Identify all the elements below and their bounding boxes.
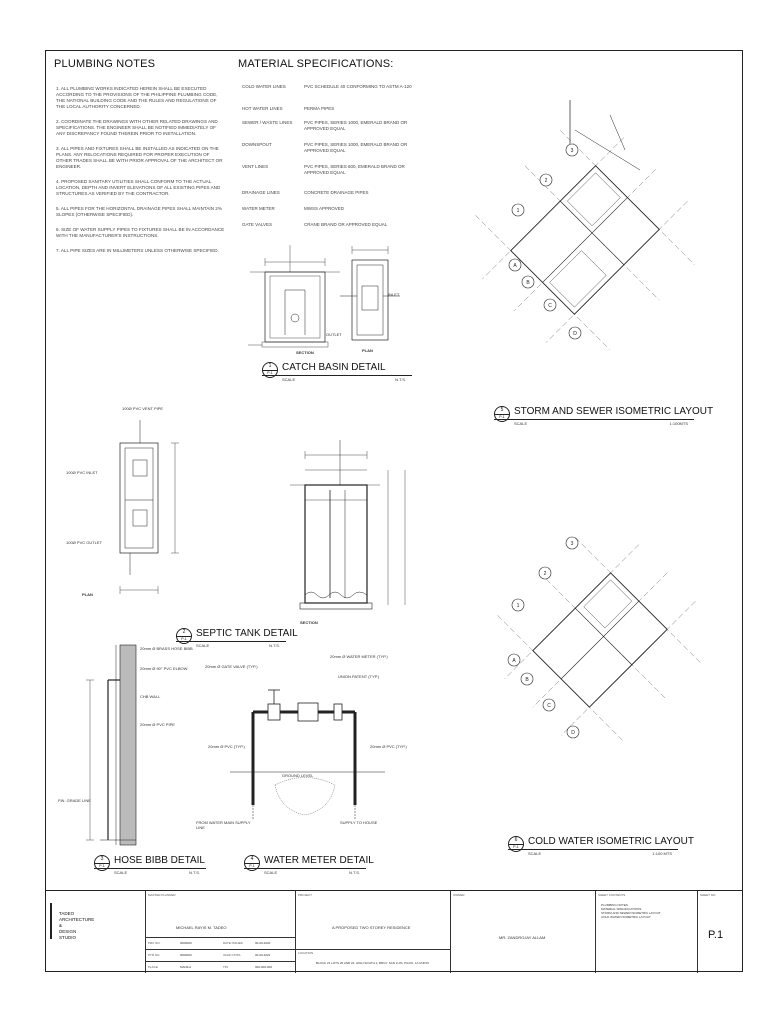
detail-scale-value: N.T.S.	[395, 377, 406, 382]
svg-text:B: B	[526, 280, 530, 286]
svg-text:2: 2	[543, 571, 547, 577]
detail-title-d3	[94, 855, 206, 877]
detail-scale-label: SCALE	[264, 870, 278, 875]
owner-cell	[450, 891, 595, 973]
septic-inlet-label: 100Ø PVC INLET	[66, 470, 98, 475]
svg-text:A: A	[513, 263, 517, 269]
material-specs-heading: MATERIAL SPECIFICATIONS:	[238, 58, 394, 70]
catch-basin-inlet-label: INLET	[388, 292, 400, 297]
storm-sewer-isometric-drawing	[447, 102, 723, 378]
architect-name: MICHAEL RAYIS M. TADEO	[176, 925, 227, 930]
firm-name-line: STUDIO	[59, 935, 77, 940]
sheet-contents-list	[601, 903, 661, 919]
detail-scale-value: N.T.S.	[269, 643, 280, 648]
firm-name-line: &	[59, 923, 63, 928]
license-cell	[146, 937, 221, 949]
detail-sheet-ref: P-1	[267, 371, 273, 375]
detail-title-d1	[262, 362, 412, 384]
detail-sheet-ref: P-1	[99, 864, 105, 868]
spec-key: DOWNSPOUT	[242, 142, 272, 147]
detail-scale-label: SCALE	[528, 851, 542, 856]
detail-title-text: COLD WATER ISOMETRIC LAYOUT	[528, 836, 694, 847]
pvc-left-label: 20mm Ø PVC (TYP.)	[208, 744, 245, 749]
license-label: TIN	[223, 965, 228, 969]
spec-value: PVC PIPES, SERIES 1000, EMERALD BRAND OR APPROVED EQUAL	[304, 120, 408, 131]
spec-key: GATE VALVES	[242, 222, 273, 227]
detail-number: 2	[182, 629, 186, 635]
detail-title-d5	[494, 406, 714, 428]
cold-water-isometric-drawing	[469, 509, 731, 771]
septic-section-label: SECTION	[300, 620, 318, 625]
septic-tank-plan	[120, 420, 179, 594]
license-value: 000-000-000	[255, 965, 273, 969]
title-block	[45, 890, 743, 972]
svg-text:1: 1	[516, 603, 520, 609]
svg-text:1: 1	[516, 208, 520, 214]
firm-cell	[45, 891, 145, 973]
license-value: MANILA	[180, 965, 192, 969]
detail-sheet-ref: P-1	[499, 415, 505, 419]
license-label: VALID UNTIL	[223, 953, 241, 957]
firm-name-line: ARCHITECTURE	[59, 917, 95, 922]
water-meter-label: 20mm Ø WATER METER (TYP.)	[330, 654, 388, 659]
spec-key: VENT LINES	[242, 164, 269, 169]
plumbing-note-item: 6. SIZE OF WATER SUPPLY PIPES TO FIXTURES SHALL BE IN ACCORDANCE WITH THE MANUFACTURER'S INSTRUCTIONS.	[56, 227, 225, 238]
svg-text:B: B	[525, 677, 529, 683]
svg-text:2: 2	[544, 178, 548, 184]
detail-sheet-ref: P-1	[249, 864, 255, 868]
license-cell	[221, 949, 296, 961]
firm-name-line: DESIGN	[59, 929, 77, 934]
plumbing-note-item: 2. COORDINATE THE DRAWINGS WITH OTHER RELATED DRAWINGS AND SPECIFICATIONS. THE ENGINEER SHALL BE NOTIFIED IMMEDIATELY OF ANY DISCREPANCY FOUND THEREIN PRIOR TO INSTALLATION.	[56, 119, 218, 136]
catch-basin-outlet-label: OUTLET	[326, 332, 342, 337]
spec-value: CRANE BRAND OR APPROVED EQUAL	[304, 222, 388, 227]
license-label: DATE ISSUED	[223, 941, 243, 945]
detail-title-text: CATCH BASIN DETAIL	[282, 362, 386, 373]
spec-key: SEWER / WASTE LINES	[242, 120, 293, 125]
ground-level-label: GROUND LEVEL	[282, 773, 314, 778]
spec-key: COLD WATER LINES	[242, 84, 286, 89]
spec-value: PVC SCHEDULE 40 CONFORMING TO ASTM A-120	[304, 84, 412, 89]
contents-cell	[595, 891, 697, 973]
detail-title-text: HOSE BIBB DETAIL	[114, 855, 205, 866]
contents-cell-label: SHEET CONTENTS	[598, 893, 626, 897]
detail-scale-label: SCALE	[196, 643, 210, 648]
detail-scale-label: SCALE	[282, 377, 296, 382]
license-table	[146, 937, 296, 973]
union-patent-label: UNION PATENT (TYP.)	[338, 674, 380, 679]
location-text: BLOCK 21 LOTS 20 AND 22, HIGH SOUTH 2, BRGY. SAN LUIS, PILDO, LA UNION	[316, 961, 429, 965]
detail-title-d6	[508, 836, 694, 858]
license-value: 0000000	[180, 941, 192, 945]
sheet-number: P.1	[708, 929, 724, 941]
septic-tank-section	[290, 440, 405, 609]
sheet-content-item: STORM AND SEWER ISOMETRIC LAYOUT	[601, 911, 661, 915]
license-value: 00-00-2020	[255, 941, 271, 945]
license-label: PRC NO.	[148, 941, 161, 945]
spec-value: PVC PIPES, SERIES 600, EMERALD BRAND OR APPROVED EQUAL	[304, 164, 405, 175]
detail-number: 4	[250, 856, 254, 862]
detail-number: 6	[514, 837, 518, 843]
spec-value: PERMA PIPES	[304, 106, 335, 111]
detail-number: 1	[268, 363, 272, 369]
septic-vent-pipe-label: 100Ø PVC VENT PIPE	[122, 406, 164, 411]
detail-title-d2	[176, 628, 298, 650]
catch-basin-plan-label: PLAN	[362, 348, 373, 353]
sheet-number-label: SHEET NO.	[700, 893, 717, 897]
detail-sheet-ref: P-1	[513, 845, 519, 849]
spec-key: WATER METER	[242, 206, 275, 211]
license-label: PLACE	[148, 965, 158, 969]
supply-to-house-label: SUPPLY TO HOUSE	[340, 820, 378, 825]
plumbing-note-item: 4. PROPOSED SANITARY UTILITIES SHALL CONFORM TO THE ACTUAL LOCATION, DEPTH AND INVERT ELEVATIONS OF ALL EXISTING PIPES AND STRUCTURES AS VERIFIED BY THE CONTRACTOR.	[56, 179, 221, 196]
septic-plan-label: PLAN	[82, 592, 93, 597]
location-label: LOCATION	[298, 951, 314, 955]
detail-number: 3	[100, 856, 104, 862]
detail-title-text: STORM AND SEWER ISOMETRIC LAYOUT	[514, 406, 714, 417]
license-label: PTR NO.	[148, 953, 161, 957]
spec-value: PVC PIPES, SERIES 1000, EMERALD BRAND OR APPROVED EQUAL	[304, 142, 408, 153]
license-value: 0000000	[180, 953, 192, 957]
license-cell	[146, 949, 221, 961]
firm-name-line: TADEO	[59, 911, 75, 916]
from-water-main-label: FROM WATER MAIN SUPPLY LINE	[196, 820, 251, 830]
sheet-content-item: PLUMBING NOTES	[601, 903, 628, 907]
detail-scale-value: 1:100 MTS	[652, 851, 672, 856]
finish-grade-label: FIN. GRADE LINE	[58, 798, 91, 803]
hose-bibb-drawing	[86, 645, 136, 845]
plumbing-note-item: 1. ALL PLUMBING WORKS INDICATED HEREIN SHALL BE EXECUTED ACCORDING TO THE PROVISIONS OF THE PHILIPPINE PLUMBING CODE, THE NATIONAL BUILDING CODE AND THE RULES AND REGULATIONS OF THE LOCAL AUTHORITY CONCERNED.	[56, 86, 218, 109]
svg-text:3: 3	[570, 541, 574, 547]
spec-value: MWSS APPROVED	[304, 206, 345, 211]
detail-title-text: WATER METER DETAIL	[264, 855, 374, 866]
detail-scale-value: N.T.S.	[349, 870, 360, 875]
svg-text:3: 3	[570, 148, 574, 154]
detail-scale-label: SCALE	[114, 870, 128, 875]
plumbing-note-item: 7. ALL PIPE SIZES ARE IN MILLIMETERS UNLESS OTHERWISE SPECIFIED.	[56, 248, 219, 253]
elbow-label: 20mm Ø 90° PVC ELBOW	[140, 666, 188, 671]
detail-number: 5	[500, 407, 504, 413]
project-name: A PROPOSED TWO STOREY RESIDENCE	[332, 925, 411, 930]
owner-cell-label: OWNER	[453, 893, 465, 897]
architect-cell	[145, 891, 295, 973]
plumbing-notes-heading: PLUMBING NOTES	[54, 58, 156, 70]
svg-text:D: D	[571, 730, 575, 736]
gate-valve-label: 20mm Ø GATE VALVE (TYP.)	[205, 664, 258, 669]
detail-sheet-ref: P-1	[181, 637, 187, 641]
svg-text:C: C	[547, 703, 551, 709]
detail-scale-label: SCALE	[514, 421, 528, 426]
svg-text:D: D	[573, 331, 577, 337]
pvc-pipe-label: 20mm Ø PVC PIPE	[140, 722, 175, 727]
spec-value: CONCRETE DRAINAGE PIPES	[304, 190, 369, 195]
owner-name: MR. ZANDROJAY ALLAM	[499, 935, 546, 940]
spec-key: HOT WATER LINES	[242, 106, 283, 111]
svg-text:A: A	[512, 658, 516, 664]
catch-basin-section-label: SECTION	[296, 350, 314, 355]
license-value: 00-00-2022	[255, 953, 271, 957]
detail-scale-value: 1:100MTS	[669, 421, 688, 426]
license-cell	[221, 937, 296, 949]
plumbing-note-item: 3. ALL PIPES AND FIXTURES SHALL BE INSTALLED AS INDICATED ON THE PLANS. ANY RELOCATIONS REQUIRED FOR PROPER EXECUTION OF OTHER TRADES SHALL BE WITH PRIOR APPROVAL OF THE ARCHITECT OR ENGINEER.	[56, 146, 223, 169]
sheet-content-item: COLD WATER ISOMETRIC LAYOUT	[601, 915, 651, 919]
detail-title-d4	[244, 855, 374, 877]
spec-key: DRAINAGE LINES	[242, 190, 280, 195]
sheet-number-cell	[697, 891, 743, 973]
license-cell	[221, 961, 296, 973]
firm-name	[59, 911, 94, 941]
plumbing-note-item: 5. ALL PIPES FOR THE HORIZONTAL DRAINAGE PIPES SHALL MAINTAIN 2% SLOPES (OTHERWISE SPECIFIED).	[56, 206, 222, 217]
chb-wall-label: CHB WALL	[140, 694, 161, 699]
sheet-content-item: MATERIAL SPECIFICATIONS	[601, 907, 642, 911]
architect-cell-label: MASTER PLANNER	[148, 893, 176, 897]
hose-bibb-label: 20mm Ø BRASS HOSE BIBB	[140, 646, 193, 651]
license-cell	[146, 961, 221, 973]
septic-outlet-label: 100Ø PVC OUTLET	[66, 540, 103, 545]
project-cell-label: PROJECT	[298, 893, 313, 897]
detail-title-text: SEPTIC TANK DETAIL	[196, 628, 298, 639]
water-meter-drawing	[230, 690, 385, 820]
project-cell	[295, 891, 450, 973]
svg-text:C: C	[548, 303, 552, 309]
pvc-right-label: 20mm Ø PVC (TYP.)	[370, 744, 407, 749]
detail-scale-value: N.T.S.	[189, 870, 200, 875]
